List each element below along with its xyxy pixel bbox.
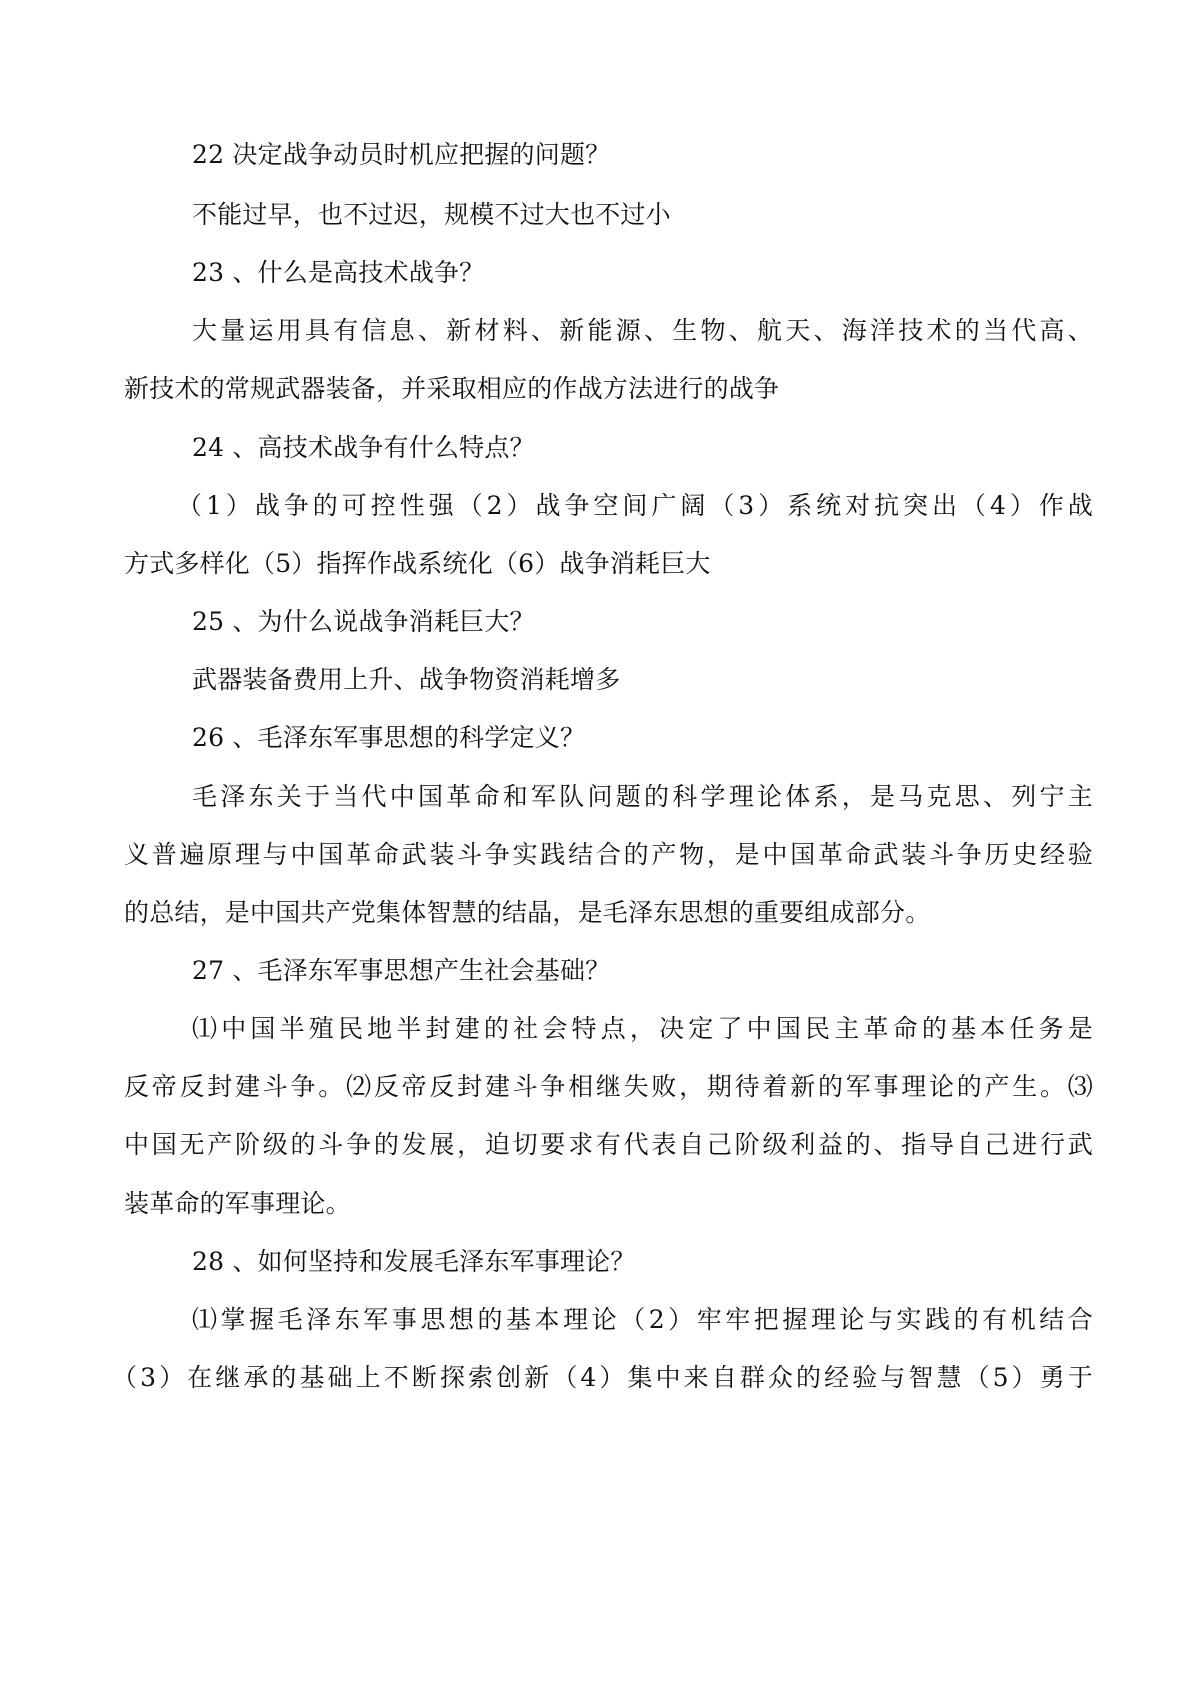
answer-27-line-3: 中国无产阶级的斗争的发展，迫切要求有代表自己阶级利益的、指导自己进行武 (124, 1130, 1093, 1159)
question-26: 26 、毛泽东军事思想的科学定义？ (192, 723, 586, 752)
answer-27-line-1: ⑴中国半殖民地半封建的社会特点，决定了中国民主革命的基本任务是 (192, 1014, 1093, 1043)
question-28: 28 、如何坚持和发展毛泽东军事理论？ (192, 1247, 636, 1276)
answer-26-line-3: 的总结，是中国共产党集体智慧的结晶，是毛泽东思想的重要组成部分。 (124, 898, 931, 927)
answer-22: 不能过早，也不过迟，规模不过大也不过小 (192, 200, 671, 229)
question-22: 22 决定战争动员时机应把握的问题？ (192, 140, 611, 169)
answer-26-line-1: 毛泽东关于当代中国革命和军队问题的科学理论体系，是马克思、列宁主 (192, 782, 1093, 811)
answer-26-line-2: 义普遍原理与中国革命武装斗争实践结合的产物，是中国革命武装斗争历史经验 (124, 840, 1093, 869)
answer-28-line-1: ⑴掌握毛泽东军事思想的基本理论（2）牢牢把握理论与实践的有机结合 (192, 1305, 1093, 1334)
question-24: 24 、高技术战争有什么特点？ (192, 433, 535, 462)
question-25: 25 、为什么说战争消耗巨大？ (192, 607, 535, 636)
answer-27-line-4: 装革命的军事理论。 (124, 1189, 351, 1218)
answer-27-line-2: 反帝反封建斗争。⑵反帝反封建斗争相继失败，期待着新的军事理论的产生。⑶ (124, 1072, 1093, 1101)
answer-23-line-1: 大量运用具有信息、新材料、新能源、生物、航天、海洋技术的当代高、 (192, 316, 1093, 345)
answer-25: 武器装备费用上升、战争物资消耗增多 (192, 665, 621, 694)
question-23: 23 、什么是高技术战争？ (192, 258, 485, 287)
answer-24-line-1: （1）战争的可控性强（2）战争空间广阔（3）系统对抗突出（4）作战 (177, 491, 1093, 520)
answer-28-line-2: （3）在继承的基础上不断探索创新（4）集中来自群众的经验与智慧（5）勇于 (112, 1363, 1093, 1392)
question-27: 27 、毛泽东军事思想产生社会基础？ (192, 956, 611, 985)
answer-23-line-2: 新技术的常规武器装备，并采取相应的作战方法进行的战争 (124, 374, 780, 403)
answer-24-line-2: 方式多样化（5）指挥作战系统化（6）战争消耗巨大 (124, 549, 711, 578)
